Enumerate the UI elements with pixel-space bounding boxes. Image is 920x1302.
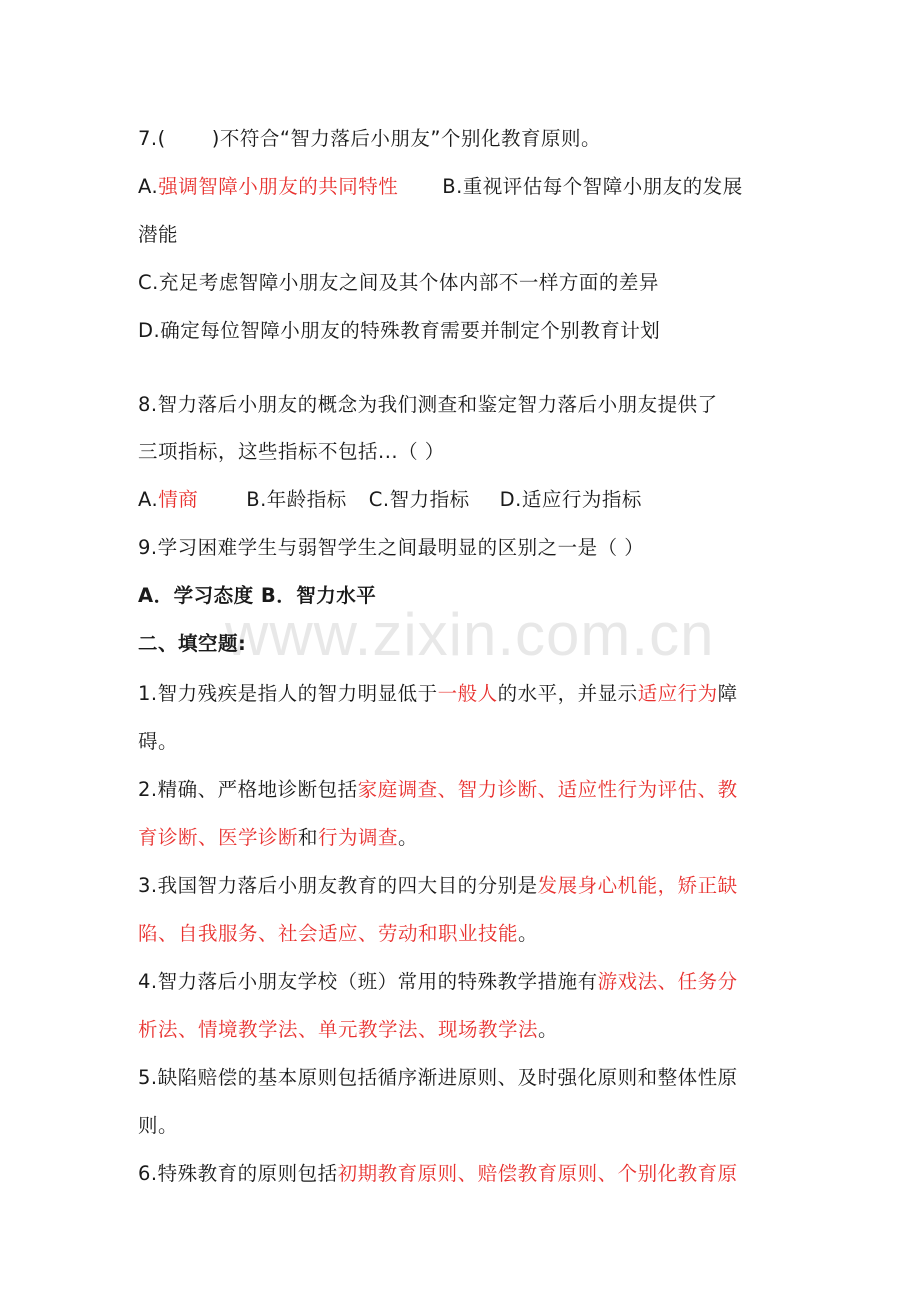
q9-stem: 9.学习困难学生与弱智学生之间最明显的区别之一是（ ）	[138, 536, 645, 559]
fill-2: 2.精确、严格地诊断包括家庭调查、智力诊断、适应性行为评估、教	[138, 778, 738, 801]
q7-option-a-answer: 强调智障小朋友的共同特性	[158, 175, 399, 198]
fill-6-answer-1: 初期教育原则、赔偿教育原则、个别化教育原	[337, 1162, 738, 1185]
fill-1: 1.智力残疾是指人的智力明显低于一般人的水平，并显示适应行为障	[138, 682, 738, 705]
q7-option-b: B.重视评估每个智障小朋友的发展	[442, 175, 743, 198]
fill-1-cont: 碍。	[138, 730, 179, 753]
fill-3-answer-1: 发展身心机能，矫正缺	[537, 874, 738, 897]
section-title: 二、填空题:	[138, 632, 247, 655]
q9-options: A．学习态度 B．智力水平	[138, 584, 377, 607]
fill-3-answer-2: 陷、自我服务、社会适应、劳动和职业技能	[138, 922, 519, 945]
q8-option-c: C.智力指标	[368, 488, 470, 511]
q7-option-d: D.确定每位智障小朋友的特殊教育需要并制定个别教育计划	[138, 319, 661, 342]
q8-option-a-label: A.	[138, 488, 159, 511]
fill-3: 3.我国智力落后小朋友教育的四大目的分别是发展身心机能，矫正缺	[138, 874, 738, 897]
fill-2-answer-3: 行为调查	[318, 826, 399, 849]
fill-4-answer-2: 析法、情境教学法、单元教学法、现场教学法	[138, 1018, 539, 1041]
q7-option-a-label: A.	[138, 175, 159, 198]
fill-2-answer-1: 家庭调查、智力诊断、适应性行为评估、教	[357, 778, 738, 801]
fill-4-answer-1: 游戏法、任务分	[597, 970, 738, 993]
fill-3-cont: 陷、自我服务、社会适应、劳动和职业技能。	[138, 922, 539, 945]
q8-stem: 8.智力落后小朋友的概念为我们测查和鉴定智力落后小朋友提供了	[138, 393, 718, 416]
fill-2-answer-2: 育诊断、医学诊断	[138, 826, 299, 849]
fill-2-cont: 育诊断、医学诊断和行为调查。	[138, 826, 419, 849]
q7-options-ab	[138, 172, 743, 202]
q8-option-d: D.适应行为指标	[499, 488, 642, 511]
fill-6: 6.特殊教育的原则包括初期教育原则、赔偿教育原则、个别化教育原	[138, 1162, 738, 1185]
fill-5: 5.缺陷赔偿的基本原则包括循序渐进原则、及时强化原则和整体性原	[138, 1066, 738, 1089]
fill-4: 4.智力落后小朋友学校（班）常用的特殊教学措施有游戏法、任务分	[138, 970, 738, 993]
q8-option-a-answer: 情商	[158, 488, 199, 511]
q8-option-b: B.年龄指标	[246, 488, 347, 511]
fill-1-answer-2: 适应行为	[637, 682, 718, 705]
q8-options	[138, 485, 642, 515]
watermark: www.zixin.com.cn	[225, 601, 715, 668]
fill-5-cont: 则。	[138, 1114, 179, 1137]
q7-option-c: C.充足考虑智障小朋友之间及其个体内部不一样方面的差异	[138, 271, 659, 294]
q7-stem: 7.( )不符合“智力落后小朋友”个别化教育原则。	[138, 127, 602, 150]
fill-4-cont: 析法、情境教学法、单元教学法、现场教学法。	[138, 1018, 559, 1041]
q8-stem-cont: 三项指标，这些指标不包括...（ ）	[138, 440, 445, 463]
fill-1-answer-1: 一般人	[437, 682, 498, 705]
q7-option-b-cont: 潜能	[138, 223, 179, 246]
